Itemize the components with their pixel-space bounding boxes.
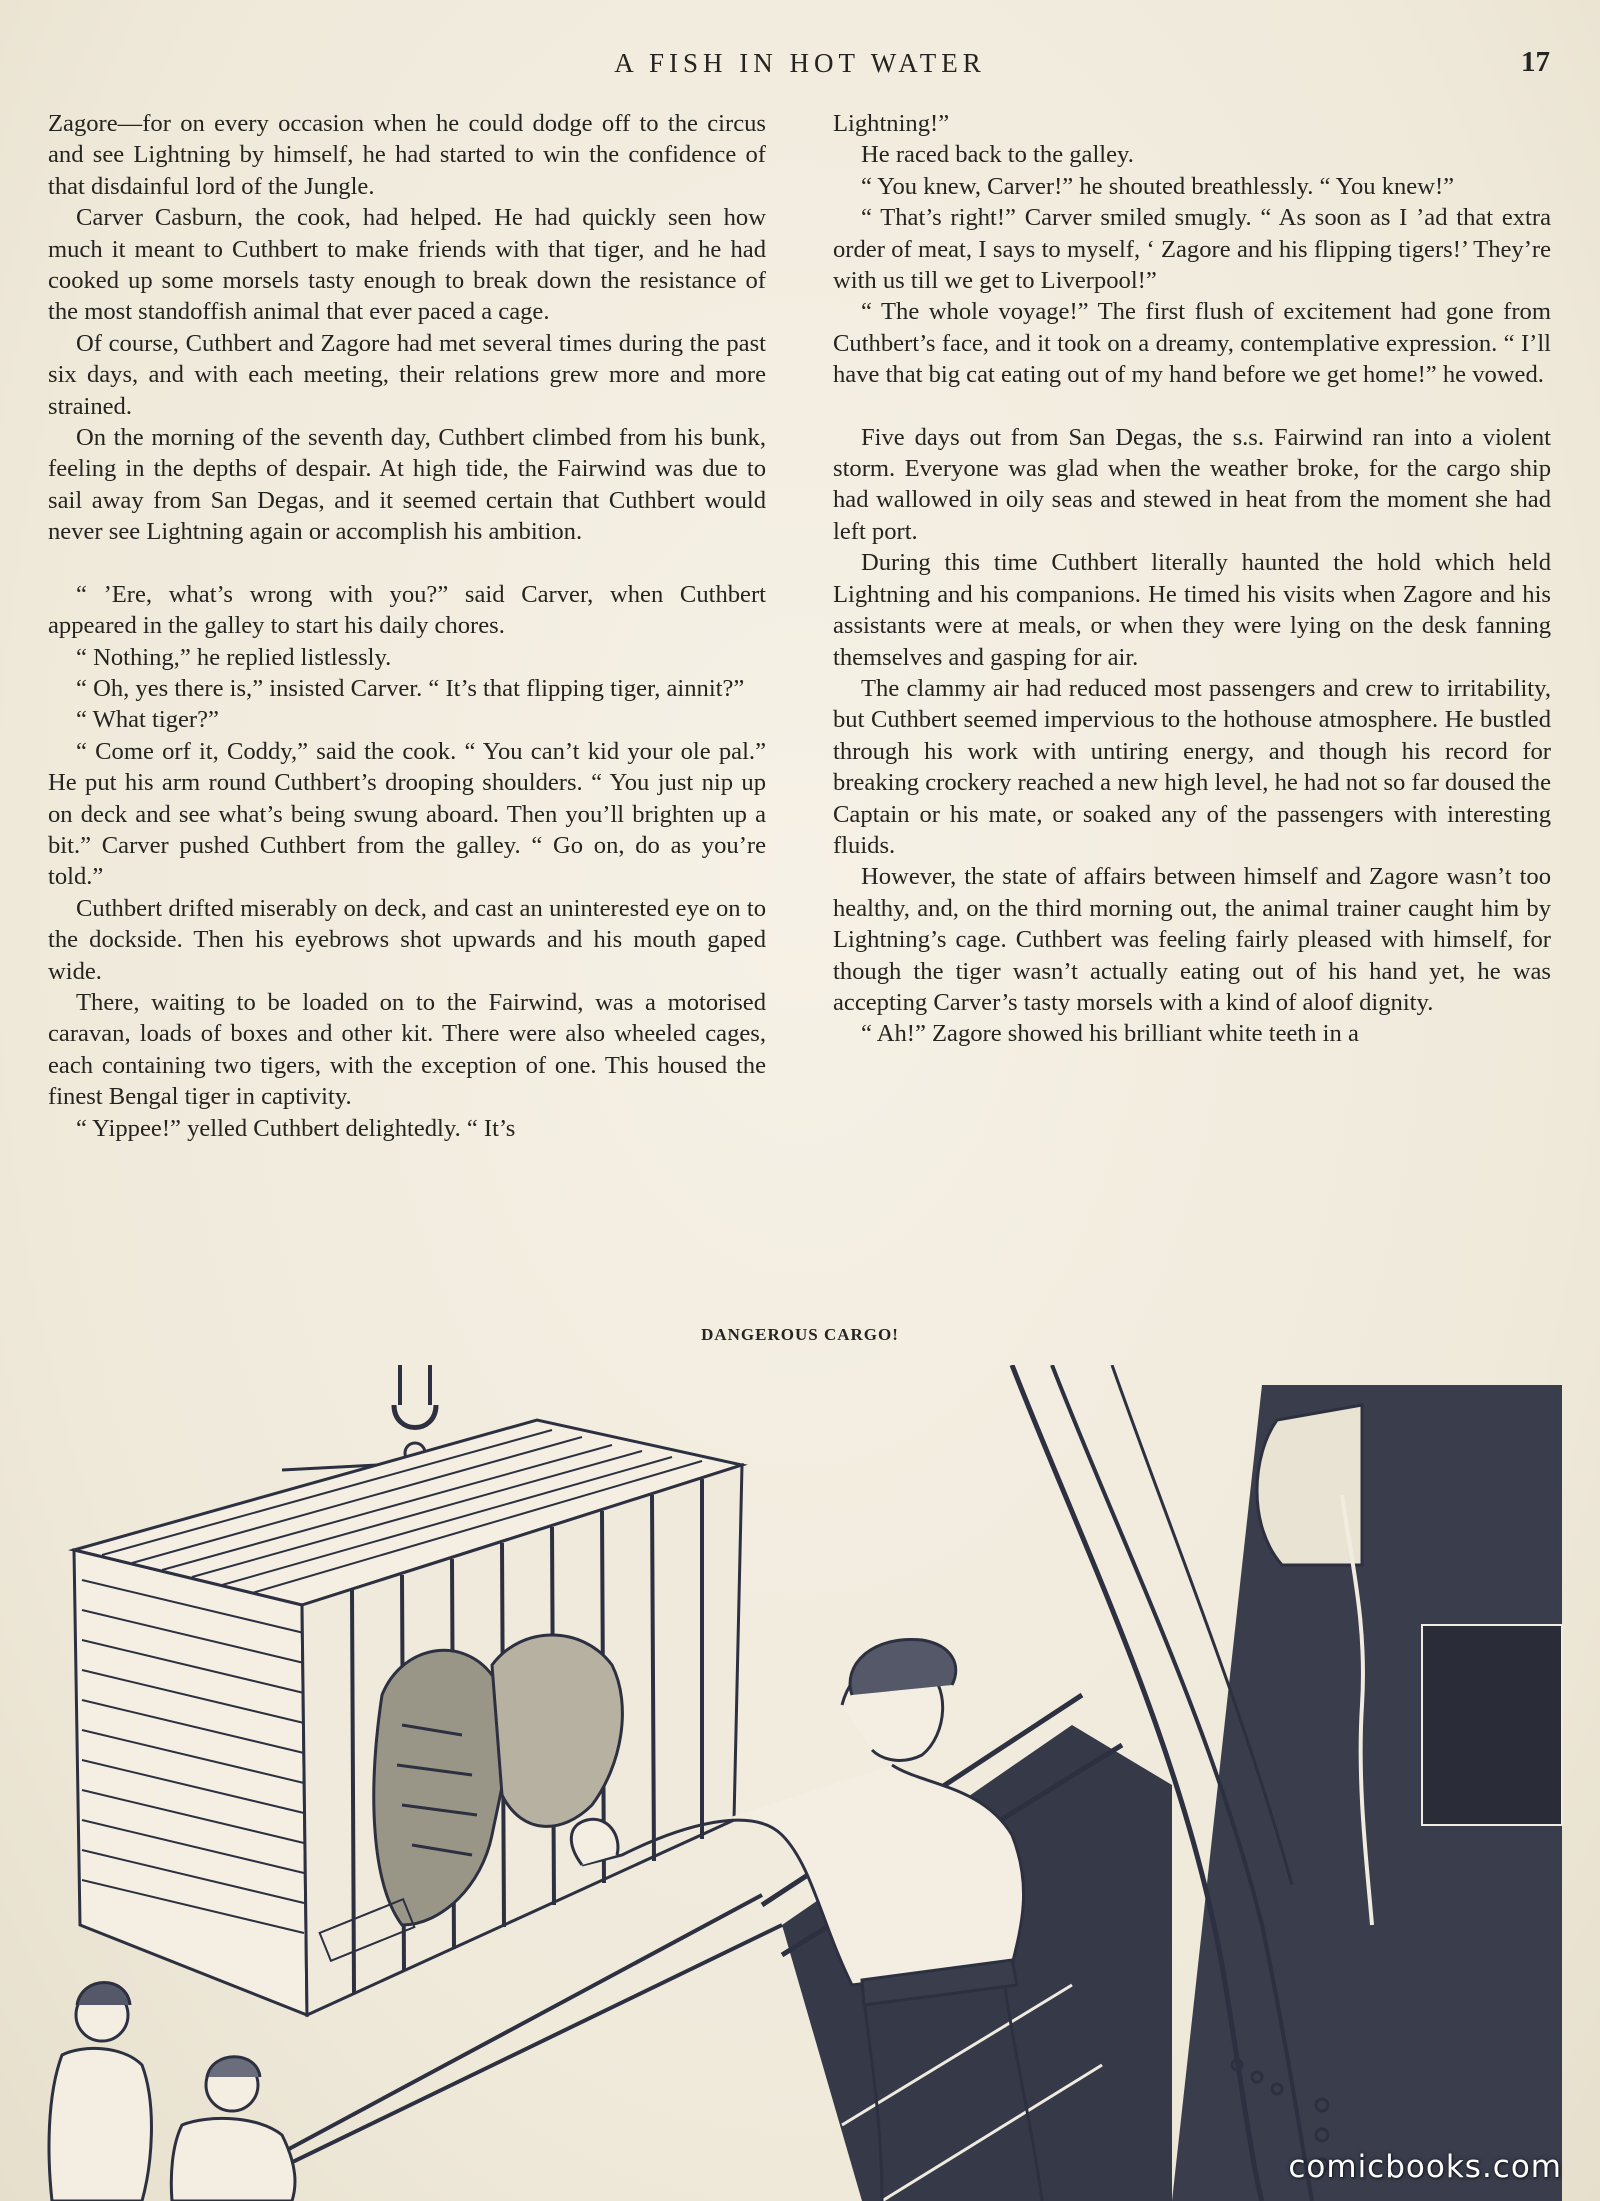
paragraph: “ Come orf it, Coddy,” said the cook. “ You can’t kid your ole pal.” He put his arm round Cuthbert’s drooping shoulders. “ You just nip up on deck and see what’s being swung aboard. Then you’ll brighten up a bit.” Carver pushed Cuthbert from the galley. “ Go on, do as you’re told.”: [48, 737, 766, 891]
paragraph: “ You knew, Carver!” he shouted breathlessly. “ You knew!”: [861, 172, 1455, 200]
paragraph: Zagore—for on every occasion when he could dodge off to the circus and see Lightning by himself, he had started to win the confidence of that disdainful lord of the Jungle.: [48, 110, 766, 200]
paragraph: During this time Cuthbert literally haunted the hold which held Lightning and his companions. He timed his visits when Zagore and his assistants were at meals, or when they were lying on the desk fanning themselves and gasping for air.: [833, 549, 1551, 671]
paragraph: Five days out from San Degas, the s.s. Fairwind ran into a violent storm. Everyone was glad when the weather broke, for the cargo ship had wallowed in oily seas and stewed in heat from the moment she had left port.: [833, 423, 1551, 545]
crate-scene-drawing: [22, 1365, 1578, 2201]
paragraph: Cuthbert drifted miserably on deck, and cast an uninterested eye on to the dockside. Then his eyebrows shot upwards and his mouth gaped wide.: [48, 894, 766, 985]
left-text-column: [48, 108, 766, 1144]
paragraph: The clammy air had reduced most passengers and crew to irritability, but Cuthbert seemed impervious to the hothouse atmosphere. He bustled through his work with untiring energy, and though his record for breaking crockery reached a new high level, he had not so far doused the Captain or his mate, or soaked any of the passengers with interesting fluids.: [833, 674, 1551, 859]
story-title: A FISH IN HOT WATER: [614, 48, 986, 78]
page-number: 17: [1521, 46, 1550, 78]
dangerous-cargo-illustration: [22, 1365, 1578, 2201]
paragraph: Of course, Cuthbert and Zagore had met several times during the past six days, and with each meeting, their relations grew more and more strained.: [48, 329, 766, 420]
paragraph: He raced back to the galley.: [861, 141, 1134, 169]
paragraph: There, waiting to be loaded on to the Fairwind, was a motorised caravan, loads of boxes and other kit. There were also wheeled cages, each containing two tigers, with the exception of one. This housed the finest Bengal tiger in captivity.: [48, 988, 766, 1111]
paragraph: “ What tiger?”: [76, 706, 219, 734]
paragraph: “ Nothing,” he replied listlessly.: [76, 643, 392, 671]
running-head: [0, 44, 1600, 84]
paragraph: “ Ah!” Zagore showed his brilliant white teeth in a: [861, 1020, 1359, 1048]
paragraph: “ Yippee!” yelled Cuthbert delightedly. “ It’s: [76, 1114, 516, 1142]
paragraph: “ ’Ere, what’s wrong with you?” said Carver, when Cuthbert appeared in the galley to start his daily chores.: [48, 580, 766, 640]
paragraph: Lightning!”: [833, 110, 950, 137]
watermark-logo: comicbooks.com: [1288, 2149, 1562, 2185]
right-text-column: [833, 108, 1551, 1050]
paragraph: On the morning of the seventh day, Cuthbert climbed from his bunk, feeling in the depths of despair. At high tide, the Fairwind was due to sail away from San Degas, and it seemed certain that Cuthbert would never see Lightning again or accomplish his ambition.: [48, 424, 766, 546]
paragraph: “ Oh, yes there is,” insisted Carver. “ It’s that flipping tiger, ainnit?”: [76, 674, 745, 702]
paragraph: However, the state of affairs between himself and Zagore wasn’t too healthy, and, on the third morning out, the animal trainer caught him by Lightning’s cage. Cuthbert was feeling fairly pleased with himself, for though the tiger wasn’t actually eating out of his hand yet, he was accepting Carver’s tasty morsels with a kind of aloof dignity.: [833, 863, 1551, 1016]
paragraph: “ The whole voyage!” The first flush of excitement had gone from Cuthbert’s face, and it took on a dreamy, contemplative expression. “ I’ll have that big cat eating out of my hand before we get home!” he vowed.: [833, 298, 1551, 389]
illustration-caption: DANGEROUS CARGO!: [701, 1325, 899, 1344]
paragraph: Carver Casburn, the cook, had helped. He had quickly seen how much it meant to Cuthbert to make friends with that tiger, and he had cooked up some morsels tasty enough to break down the resistance of the most standoffish animal that ever paced a cage.: [48, 204, 766, 326]
paragraph: “ That’s right!” Carver smiled smugly. “ As soon as I ’ad that extra order of meat, I says to myself, ‘ Zagore and his flipping tigers!’ They’re with us till we get to Liverpool!”: [833, 204, 1551, 295]
